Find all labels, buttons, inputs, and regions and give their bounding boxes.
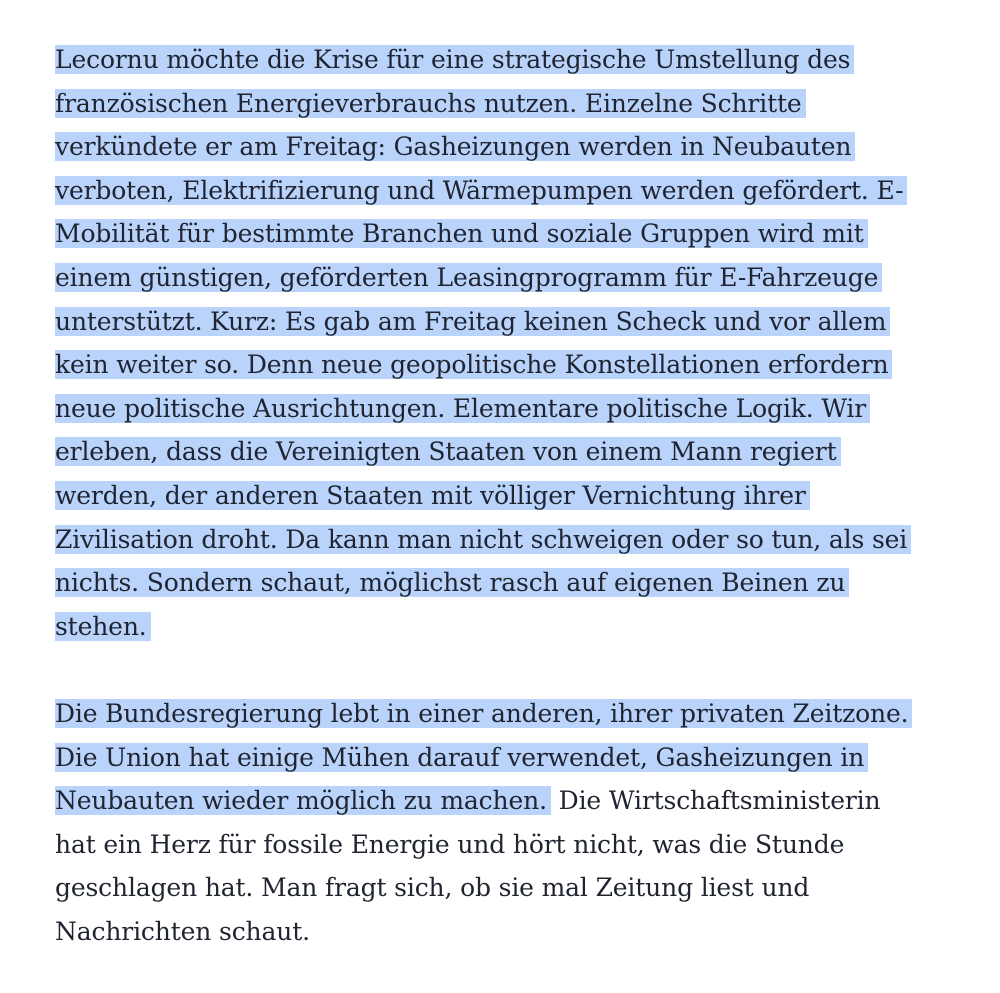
text-line xyxy=(55,474,955,518)
text-line xyxy=(55,605,955,649)
selected-text: Neubauten wieder möglich zu machen. xyxy=(55,786,551,815)
paragraph xyxy=(55,692,955,954)
text-line xyxy=(55,866,955,910)
selected-text: kein weiter so. Denn neue geopolitische Konstellationen erfordern xyxy=(55,350,892,379)
text-line xyxy=(55,823,955,867)
selected-text: neue politische Ausrichtungen. Elementare politische Logik. Wir xyxy=(55,394,870,423)
selected-text: Lecornu möchte die Krise für eine strategische Umstellung des xyxy=(55,45,854,74)
selected-text: stehen. xyxy=(55,612,151,641)
selected-text: verkündete er am Freitag: Gasheizungen werden in Neubauten xyxy=(55,132,855,161)
selected-text: Die Bundesregierung lebt in einer anderen, ihrer privaten Zeitzone. xyxy=(55,699,912,728)
text-segment: Die Wirtschaftsministerin xyxy=(550,786,881,816)
selected-text: unterstützt. Kurz: Es gab am Freitag keinen Scheck und vor allem xyxy=(55,307,890,336)
selected-text: nichts. Sondern schaut, möglichst rasch auf eigenen Beinen zu xyxy=(55,568,849,597)
selected-text: französischen Energieverbrauchs nutzen. Einzelne Schritte xyxy=(55,89,806,118)
text-line xyxy=(55,256,955,300)
text-line xyxy=(55,561,955,605)
text-line xyxy=(55,82,955,126)
text-line xyxy=(55,38,955,82)
text-segment: Nachrichten schaut. xyxy=(55,916,310,946)
text-line xyxy=(55,910,955,954)
text-line xyxy=(55,692,955,736)
text-line xyxy=(55,518,955,562)
text-segment: geschlagen hat. Man fragt sich, ob sie mal Zeitung liest und xyxy=(55,873,810,903)
paragraph xyxy=(55,38,955,648)
selected-text: Die Union hat einige Mühen darauf verwendet, Gasheizungen in xyxy=(55,743,868,772)
text-segment: hat ein Herz für fossile Energie und hört nicht, was die Stunde xyxy=(55,829,845,859)
article-body xyxy=(55,38,955,953)
selected-text: verboten, Elektrifizierung und Wärmepumpen werden gefördert. E- xyxy=(55,176,907,205)
selected-text: Zivilisation droht. Da kann man nicht schweigen oder so tun, als sei xyxy=(55,525,911,554)
text-line xyxy=(55,300,955,344)
paragraph-gap xyxy=(55,648,955,692)
text-line xyxy=(55,212,955,256)
selected-text: erleben, dass die Vereinigten Staaten von einem Mann regiert xyxy=(55,437,841,466)
text-line xyxy=(55,125,955,169)
text-line xyxy=(55,343,955,387)
text-line xyxy=(55,779,955,823)
selected-text: Mobilität für bestimmte Branchen und soziale Gruppen wird mit xyxy=(55,219,868,248)
text-line xyxy=(55,169,955,213)
selected-text: werden, der anderen Staaten mit völliger Vernichtung ihrer xyxy=(55,481,810,510)
text-line xyxy=(55,387,955,431)
text-line xyxy=(55,430,955,474)
text-line xyxy=(55,736,955,780)
selected-text: einem günstigen, geförderten Leasingprogramm für E-Fahrzeuge xyxy=(55,263,882,292)
